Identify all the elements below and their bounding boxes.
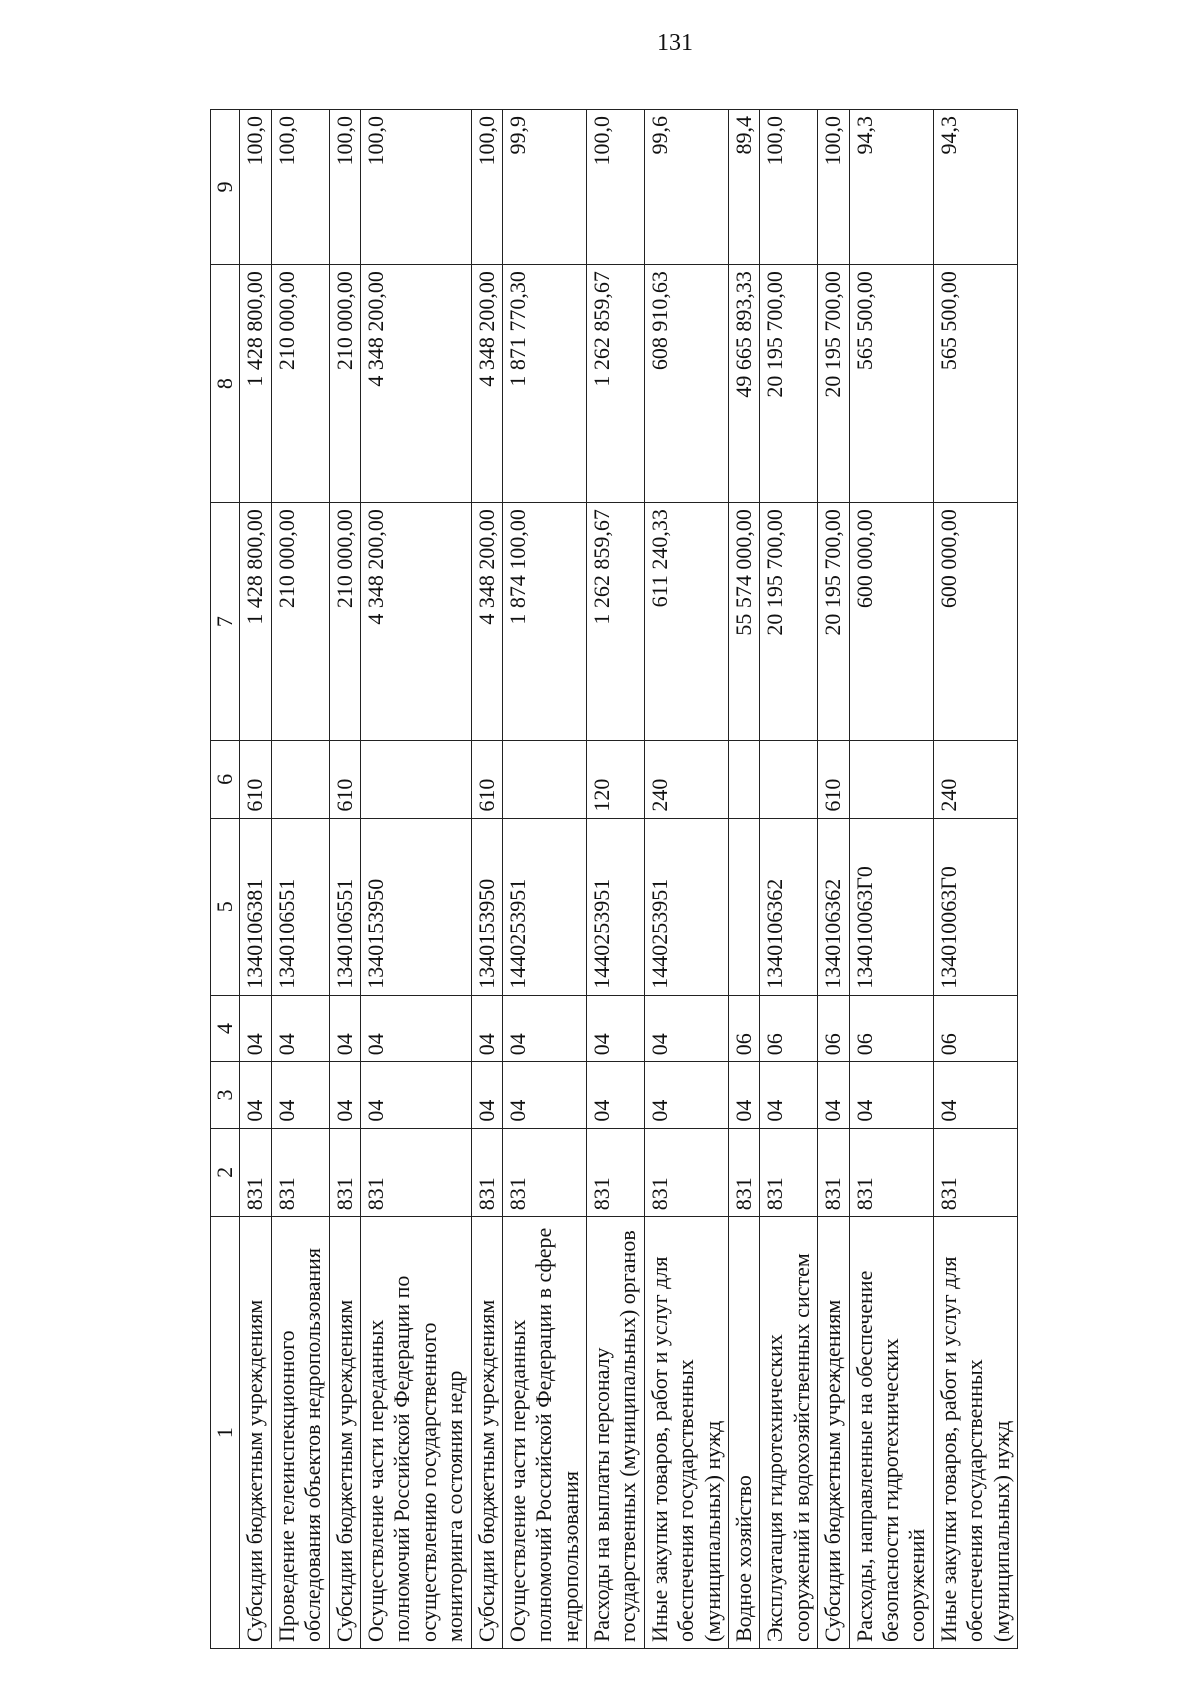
- target-article-cell: 1340106381: [240, 818, 271, 995]
- expense-type-cell: [849, 741, 933, 819]
- table-row: [729, 110, 760, 1649]
- section-code-cell: 04: [818, 1062, 849, 1128]
- row-name-cell: Субсидии бюджетным учреждениям: [471, 1217, 502, 1649]
- subsection-code-cell: 06: [818, 995, 849, 1061]
- ministry-code-cell: 831: [818, 1128, 849, 1217]
- subsection-code-cell: 04: [360, 995, 471, 1061]
- ministry-code-cell: 831: [933, 1128, 1017, 1217]
- planned-amount-cell: 210 000,00: [329, 503, 360, 741]
- subsection-code-cell: 04: [329, 995, 360, 1061]
- target-article-cell: 1440253951: [587, 818, 645, 995]
- planned-amount-cell: 1 874 100,00: [502, 503, 586, 741]
- execution-percent-cell: 100,0: [240, 110, 271, 265]
- execution-percent-cell: 89,4: [729, 110, 760, 265]
- subsection-code-cell: 04: [502, 995, 586, 1061]
- target-article-cell: 134010063Г0: [849, 818, 933, 995]
- executed-amount-cell: 210 000,00: [271, 265, 329, 503]
- executed-amount-cell: 210 000,00: [329, 265, 360, 503]
- section-code-cell: 04: [644, 1062, 728, 1128]
- ministry-code-cell: 831: [849, 1128, 933, 1217]
- executed-amount-cell: 20 195 700,00: [818, 265, 849, 503]
- row-name-cell: Субсидии бюджетным учреждениям: [240, 1217, 271, 1649]
- executed-amount-cell: 1 428 800,00: [240, 265, 271, 503]
- section-code-cell: 04: [933, 1062, 1017, 1128]
- header-row: [211, 110, 240, 1649]
- expense-type-cell: [271, 741, 329, 819]
- target-article-cell: 1340106551: [329, 818, 360, 995]
- table-row: [760, 110, 818, 1649]
- column-header: 7: [211, 503, 240, 741]
- subsection-code-cell: 04: [271, 995, 329, 1061]
- section-code-cell: 04: [760, 1062, 818, 1128]
- column-header: 9: [211, 110, 240, 265]
- column-header: 8: [211, 265, 240, 503]
- table-row: [360, 110, 471, 1649]
- column-header: 2: [211, 1128, 240, 1217]
- target-article-cell: 1340153950: [360, 818, 471, 995]
- expense-type-cell: 610: [329, 741, 360, 819]
- table-row: [240, 110, 271, 1649]
- executed-amount-cell: 20 195 700,00: [760, 265, 818, 503]
- row-name-cell: Расходы на выплаты персоналу государственных (муниципальных) органов: [587, 1217, 645, 1649]
- target-article-cell: 1440253951: [502, 818, 586, 995]
- expense-type-cell: [502, 741, 586, 819]
- execution-percent-cell: 100,0: [329, 110, 360, 265]
- table-row: [329, 110, 360, 1649]
- table-row: [933, 110, 1017, 1649]
- subsection-code-cell: 04: [587, 995, 645, 1061]
- subsection-code-cell: 04: [471, 995, 502, 1061]
- target-article-cell: 1340153950: [471, 818, 502, 995]
- column-header: 4: [211, 995, 240, 1061]
- ministry-code-cell: 831: [760, 1128, 818, 1217]
- ministry-code-cell: 831: [329, 1128, 360, 1217]
- row-name-cell: Иные закупки товаров, работ и услуг для обеспечения государственных (муниципальных) нужд: [644, 1217, 728, 1649]
- expense-type-cell: [729, 741, 760, 819]
- section-code-cell: 04: [502, 1062, 586, 1128]
- execution-percent-cell: 100,0: [587, 110, 645, 265]
- section-code-cell: 04: [471, 1062, 502, 1128]
- section-code-cell: 04: [271, 1062, 329, 1128]
- row-name-cell: Субсидии бюджетным учреждениям: [818, 1217, 849, 1649]
- planned-amount-cell: 611 240,33: [644, 503, 728, 741]
- page-number: 131: [657, 30, 693, 56]
- planned-amount-cell: 55 574 000,00: [729, 503, 760, 741]
- target-article-cell: 134010063Г0: [933, 818, 1017, 995]
- ministry-code-cell: 831: [644, 1128, 728, 1217]
- execution-percent-cell: 94,3: [849, 110, 933, 265]
- ministry-code-cell: 831: [240, 1128, 271, 1217]
- column-header: 5: [211, 818, 240, 995]
- executed-amount-cell: 565 500,00: [933, 265, 1017, 503]
- expense-type-cell: 240: [933, 741, 1017, 819]
- row-name-cell: Субсидии бюджетным учреждениям: [329, 1217, 360, 1649]
- expense-type-cell: 120: [587, 741, 645, 819]
- executed-amount-cell: 4 348 200,00: [471, 265, 502, 503]
- row-name-cell: Иные закупки товаров, работ и услуг для обеспечения государственных (муниципальных) нужд: [933, 1217, 1017, 1649]
- executed-amount-cell: 565 500,00: [849, 265, 933, 503]
- planned-amount-cell: 600 000,00: [849, 503, 933, 741]
- planned-amount-cell: 1 262 859,67: [587, 503, 645, 741]
- table-body: [240, 110, 1018, 1649]
- execution-percent-cell: 100,0: [818, 110, 849, 265]
- subsection-code-cell: 06: [729, 995, 760, 1061]
- table-row: [849, 110, 933, 1649]
- expense-type-cell: 610: [240, 741, 271, 819]
- ministry-code-cell: 831: [502, 1128, 586, 1217]
- row-name-cell: Осуществление части переданных полномочий Российской Федерации по осуществлению государственного мониторинга состояния недр: [360, 1217, 471, 1649]
- execution-percent-cell: 100,0: [471, 110, 502, 265]
- executed-amount-cell: 1 262 859,67: [587, 265, 645, 503]
- row-name-cell: Водное хозяйство: [729, 1217, 760, 1649]
- row-name-cell: Осуществление части переданных полномочий Российской Федерации в сфере недропользования: [502, 1217, 586, 1649]
- row-name-cell: Проведение телеинспекционного обследования объектов недропользования: [271, 1217, 329, 1649]
- section-code-cell: 04: [240, 1062, 271, 1128]
- column-header: 1: [211, 1217, 240, 1649]
- executed-amount-cell: 608 910,63: [644, 265, 728, 503]
- column-header: 6: [211, 741, 240, 819]
- expense-type-cell: [760, 741, 818, 819]
- planned-amount-cell: 4 348 200,00: [360, 503, 471, 741]
- expense-type-cell: 610: [818, 741, 849, 819]
- ministry-code-cell: 831: [729, 1128, 760, 1217]
- executed-amount-cell: 4 348 200,00: [360, 265, 471, 503]
- target-article-cell: [729, 818, 760, 995]
- subsection-code-cell: 06: [760, 995, 818, 1061]
- subsection-code-cell: 04: [644, 995, 728, 1061]
- rotated-table-container: [210, 109, 1090, 1649]
- ministry-code-cell: 831: [360, 1128, 471, 1217]
- row-name-cell: Расходы, направленные на обеспечение безопасности гидротехнических сооружений: [849, 1217, 933, 1649]
- execution-percent-cell: 100,0: [271, 110, 329, 265]
- table-row: [644, 110, 728, 1649]
- executed-amount-cell: 49 665 893,33: [729, 265, 760, 503]
- execution-percent-cell: 99,9: [502, 110, 586, 265]
- planned-amount-cell: 600 000,00: [933, 503, 1017, 741]
- execution-percent-cell: 99,6: [644, 110, 728, 265]
- section-code-cell: 04: [329, 1062, 360, 1128]
- planned-amount-cell: 1 428 800,00: [240, 503, 271, 741]
- section-code-cell: 04: [360, 1062, 471, 1128]
- ministry-code-cell: 831: [471, 1128, 502, 1217]
- table-row: [471, 110, 502, 1649]
- row-name-cell: Эксплуатация гидротехнических сооружений и водохозяйственных систем: [760, 1217, 818, 1649]
- planned-amount-cell: 20 195 700,00: [818, 503, 849, 741]
- subsection-code-cell: 06: [849, 995, 933, 1061]
- table-row: [587, 110, 645, 1649]
- expense-type-cell: [360, 741, 471, 819]
- target-article-cell: 1440253951: [644, 818, 728, 995]
- section-code-cell: 04: [849, 1062, 933, 1128]
- executed-amount-cell: 1 871 770,30: [502, 265, 586, 503]
- planned-amount-cell: 4 348 200,00: [471, 503, 502, 741]
- expense-type-cell: 610: [471, 741, 502, 819]
- section-code-cell: 04: [587, 1062, 645, 1128]
- column-header: 3: [211, 1062, 240, 1128]
- table-row: [818, 110, 849, 1649]
- table-row: [502, 110, 586, 1649]
- planned-amount-cell: 210 000,00: [271, 503, 329, 741]
- subsection-code-cell: 06: [933, 995, 1017, 1061]
- target-article-cell: 1340106362: [760, 818, 818, 995]
- ministry-code-cell: 831: [271, 1128, 329, 1217]
- target-article-cell: 1340106551: [271, 818, 329, 995]
- target-article-cell: 1340106362: [818, 818, 849, 995]
- expense-type-cell: 240: [644, 741, 728, 819]
- execution-percent-cell: 100,0: [760, 110, 818, 265]
- execution-percent-cell: 100,0: [360, 110, 471, 265]
- execution-percent-cell: 94,3: [933, 110, 1017, 265]
- subsection-code-cell: 04: [240, 995, 271, 1061]
- table-row: [271, 110, 329, 1649]
- section-code-cell: 04: [729, 1062, 760, 1128]
- budget-table: [210, 109, 1018, 1649]
- planned-amount-cell: 20 195 700,00: [760, 503, 818, 741]
- ministry-code-cell: 831: [587, 1128, 645, 1217]
